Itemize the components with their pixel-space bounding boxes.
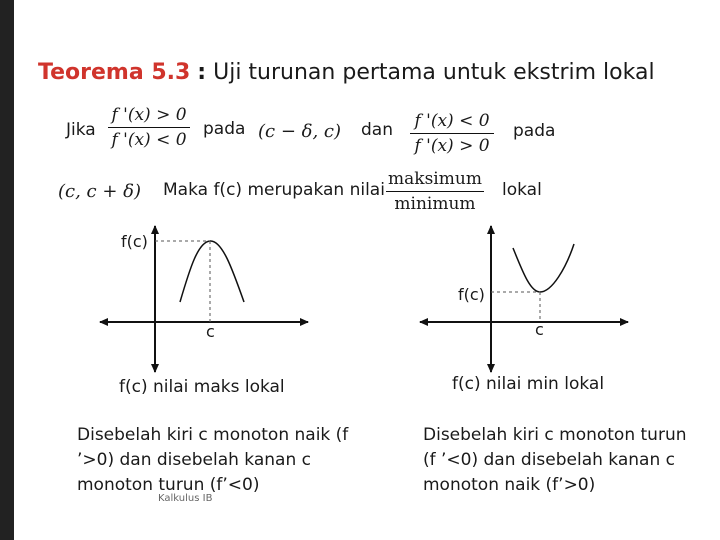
right-c-label: c xyxy=(535,320,544,339)
pada-label-1: pada xyxy=(203,119,246,139)
interval-right: (c, c + δ) xyxy=(58,181,142,202)
title-colon: : xyxy=(197,60,207,85)
left-fc-label: f(c) xyxy=(121,232,148,251)
pada-label-2: pada xyxy=(513,121,556,141)
left-c-label: c xyxy=(206,322,215,341)
extremum-bottom: minimum xyxy=(394,194,476,214)
interval-left: (c − δ, c) xyxy=(258,121,342,142)
title-text: Uji turunan pertama untuk ekstrim lokal xyxy=(213,60,655,85)
footer-course-label: Kalkulus IB xyxy=(158,493,213,504)
max-curve xyxy=(180,241,244,302)
dan-label: dan xyxy=(361,120,393,140)
right-caption: f(c) nilai min lokal xyxy=(452,374,605,394)
maka-text: Maka f(c) merupakan nilai xyxy=(163,180,385,200)
graph-minimum xyxy=(420,226,628,372)
extremum-top: maksimum xyxy=(388,169,482,189)
left-description: Disebelah kiri c monoton naik (f ’>0) dan disebelah kanan c monoton turun (f’<0) xyxy=(77,425,349,495)
condition-2-bottom: f '(x) > 0 xyxy=(414,136,490,156)
right-description: Disebelah kiri c monoton turun (f ’<0) dan disebelah kanan c monoton naik (f’>0) xyxy=(423,425,687,495)
title-theorem-number: Teorema 5.3 xyxy=(38,60,191,85)
condition-1-bottom: f '(x) < 0 xyxy=(111,130,187,150)
min-curve xyxy=(513,244,574,292)
left-caption: f(c) nilai maks lokal xyxy=(119,377,285,397)
jika-label: Jika xyxy=(66,120,96,140)
right-fc-label: f(c) xyxy=(458,285,485,304)
condition-2-top: f '(x) < 0 xyxy=(414,111,490,131)
condition-1-top: f '(x) > 0 xyxy=(111,105,187,125)
lokal-label: lokal xyxy=(502,180,542,200)
